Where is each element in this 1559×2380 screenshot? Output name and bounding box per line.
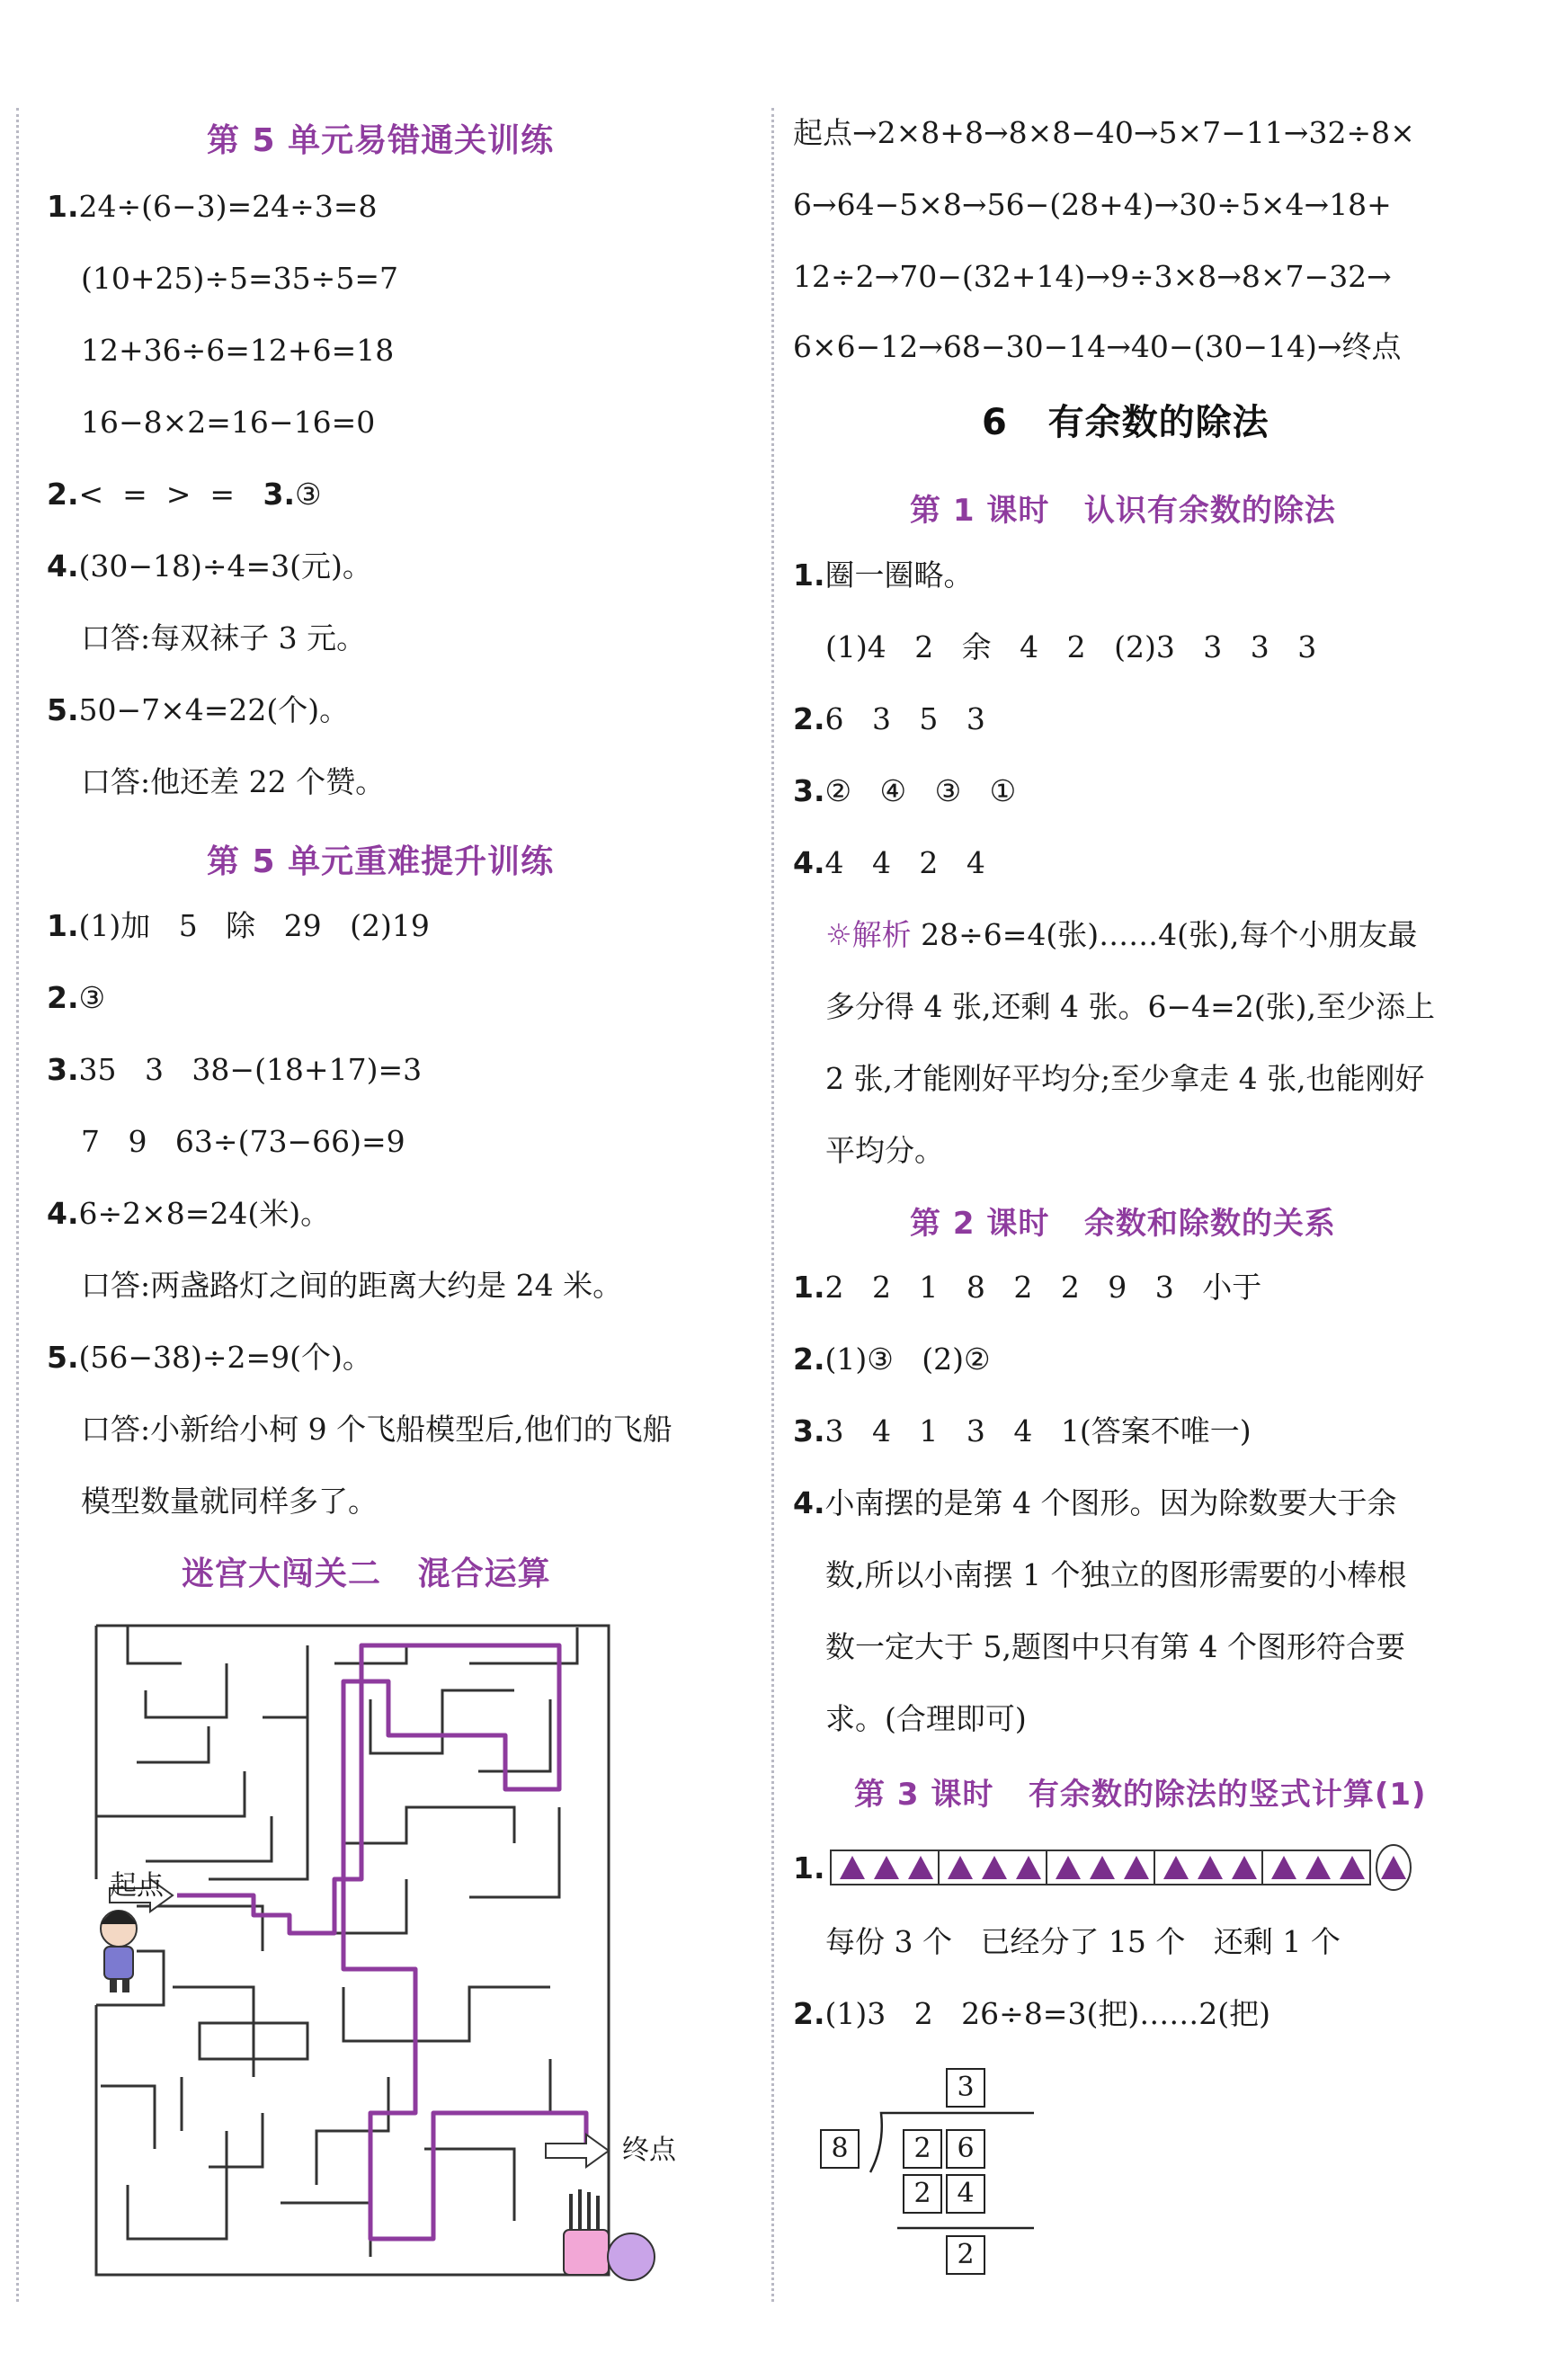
maze-wall: [370, 1690, 514, 1753]
maze-wall: [209, 2113, 263, 2167]
maze-wall: [96, 1626, 609, 2275]
quotient-digit: 3: [946, 2068, 985, 2108]
answer-line: (1)4 2 余 4 2 (2)3 3 3 3: [825, 629, 1317, 664]
maze-diagram: [47, 1609, 730, 2293]
answer-line: 3.② ④ ③ ①: [793, 773, 1017, 808]
answer-line: 口答:两盏路灯之间的距离大约是 24 米。: [81, 1268, 623, 1303]
maze-start-label: 起点: [110, 1870, 164, 1902]
product-digit: 2: [903, 2174, 942, 2214]
analysis-line: 2 张,才能刚好平均分;至少拿走 4 张,也能刚好: [825, 1061, 1425, 1096]
maze-path-line: 6→64−5×8→56−(28+4)→30÷5×4→18+: [793, 187, 1392, 222]
child-figure-icon: [101, 1911, 137, 1992]
maze-wall: [281, 2203, 370, 2257]
answer-line: 数,所以小南摆 1 个独立的图形需要的小棒根: [825, 1557, 1407, 1592]
dividend-digit: 2: [903, 2129, 942, 2169]
maze-wall: [173, 1987, 254, 2077]
maze-end-label: 终点: [622, 2135, 676, 2166]
answer-line: 数一定大于 5,题图中只有第 4 个图形符合要: [825, 1629, 1405, 1664]
answer-line: 4.(30−18)÷4=3(元)。: [47, 548, 372, 584]
answer-line: 每份 3 个 已经分了 15 个 还剩 1 个: [825, 1924, 1341, 1959]
answer-line: 口答:他还差 22 个赞。: [81, 764, 386, 799]
maze-wall: [209, 1717, 307, 1879]
maze-wall: [263, 1645, 307, 1717]
answer-line: 16−8×2=16−16=0: [81, 405, 376, 440]
answer-line: 12+36÷6=12+6=18: [81, 333, 395, 368]
maze-wall: [343, 1789, 514, 1843]
maze-path-line: 12÷2→70−(32+14)→9÷3×8→8×7−32→: [793, 259, 1392, 294]
section-title: 第 5 单元易错通关训练: [207, 122, 555, 159]
maze-wall: [96, 1771, 245, 1816]
remainder-digit: 2: [946, 2235, 985, 2275]
analysis-label: ☼解析: [825, 917, 912, 952]
analysis-line: 平均分。: [825, 1133, 944, 1168]
section-title: 第 5 单元重难提升训练: [207, 843, 555, 880]
maze-path-line: 6×6−12→68−30−14→40−(30−14)→终点: [793, 329, 1402, 364]
answer-line: 1.24÷(6−3)=24÷3=8: [47, 189, 378, 224]
answer-line: 4.小南摆的是第 4 个图形。因为除数要大于余: [793, 1485, 1397, 1520]
answer-line: 5.(56−38)÷2=9(个)。: [47, 1340, 372, 1375]
answer-line: 5.50−7×4=22(个)。: [47, 692, 350, 727]
answer-line: (10+25)÷5=35÷5=7: [81, 261, 398, 296]
answer-line: 2.(1)③ (2)②: [793, 1342, 991, 1377]
chapter-title: 6 有余数的除法: [982, 402, 1269, 443]
maze-wall: [496, 2059, 550, 2113]
answer-line: 7 9 63÷(73−66)=9: [81, 1124, 405, 1159]
column-divider: [771, 108, 774, 2302]
column-divider: [16, 108, 19, 2302]
answer-line: 2.< = > = 3.③: [47, 477, 322, 512]
answer-line: 1.2 2 1 8 2 2 9 3 小于: [793, 1270, 1262, 1305]
maze-wall: [146, 1663, 227, 1717]
answer-line: 模型数量就同样多了。: [81, 1484, 378, 1519]
maze-solution-path: [177, 1645, 586, 2239]
triangle-groups: [829, 1843, 1422, 1892]
maze-wall: [343, 1987, 550, 2041]
maze-wall: [316, 1879, 406, 1933]
long-division: [820, 2068, 1054, 2275]
maze-wall: [137, 1726, 209, 1762]
analysis-line: ☼解析 28÷6=4(张)……4(张),每个小朋友最: [825, 917, 1418, 952]
answer-line: 4.4 4 2 4: [793, 845, 985, 880]
maze-wall: [424, 2149, 514, 2221]
answer-line: 2.(1)3 2 26÷8=3(把)……2(把): [793, 1996, 1270, 2031]
maze-title: 迷宫大闯关二 混合运算: [182, 1555, 551, 1592]
triangle-icon: [1381, 1856, 1406, 1879]
lesson-title: 第 2 课时 余数和除数的关系: [910, 1206, 1336, 1242]
maze-wall: [128, 1626, 182, 1663]
analysis-line: 多分得 4 张,还剩 4 张。6−4=2(张),至少添上: [825, 989, 1435, 1024]
divisor-digit: 8: [820, 2129, 860, 2169]
lesson-title: 第 3 课时 有余数的除法的竖式计算(1): [854, 1777, 1427, 1813]
answer-line: 1.圈一圈略。: [793, 557, 974, 593]
maze-wall: [101, 2086, 155, 2149]
maze-path-line: 起点→2×8+8→8×8−40→5×7−11→32÷8×: [793, 115, 1415, 150]
answer-line: 3.35 3 38−(18+17)=3: [47, 1052, 423, 1087]
maze-wall: [128, 2131, 227, 2239]
answer-line: 3.3 4 1 3 4 1(答案不唯一): [793, 1413, 1252, 1449]
answer-line: 口答:每双袜子 3 元。: [81, 620, 367, 655]
answer-line: 口答:小新给小柯 9 个飞船模型后,他们的飞船: [81, 1412, 673, 1447]
answer-line: 2.③: [47, 980, 106, 1015]
maze-wall: [334, 1645, 406, 1663]
maze-wall: [146, 1816, 272, 1861]
answer-line: 1.(1)加 5 除 29 (2)19: [47, 908, 430, 943]
maze-wall: [137, 1906, 263, 1951]
answer-line: 求。(合理即可): [825, 1701, 1027, 1736]
lesson-title: 第 1 课时 认识有余数的除法: [910, 493, 1336, 529]
maze-wall: [316, 2077, 388, 2185]
dividend-digit: 6: [946, 2129, 985, 2169]
answer-line: 2.6 3 5 3: [793, 701, 985, 736]
product-digit: 4: [946, 2174, 985, 2214]
answer-line: 4.6÷2×8=24(米)。: [47, 1196, 331, 1231]
end-arrow-icon: [546, 2135, 609, 2167]
answer-number: 1.: [793, 1850, 825, 1885]
